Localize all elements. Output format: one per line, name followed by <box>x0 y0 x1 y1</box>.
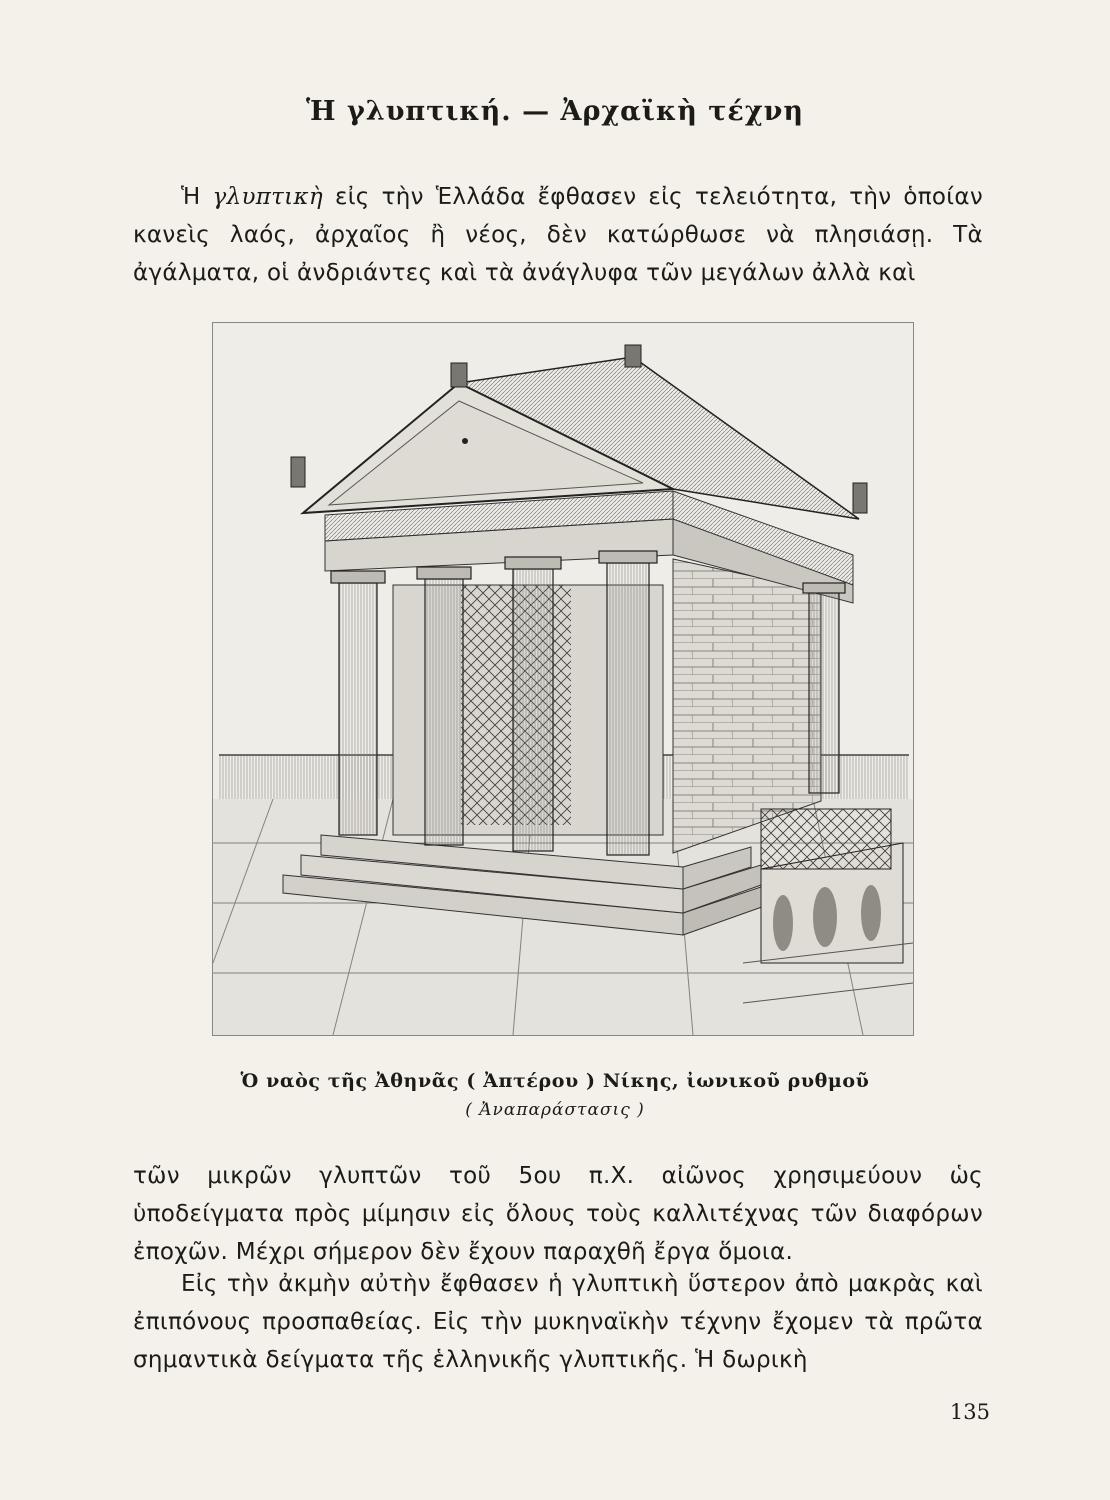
temple-drawing <box>213 323 913 1035</box>
temple-illustration <box>212 322 914 1036</box>
paragraph-intro <box>133 178 983 292</box>
paragraph-continuation: τῶν μικρῶν γλυπτῶν τοῦ 5ου π.Χ. αἰῶνος χρησιμεύουν ὡς ὑποδείγματα πρὸς μίμησιν εἰς ὅλους τοὺς καλλιτέχνας τῶν διαφόρων ἐποχῶν. Μέχρι σήμερον δὲν ἔχουν παραχθῆ ἔργα ὅμοια. <box>133 1163 983 1265</box>
paragraph-intro-emphasis: γλυπτικὴ <box>212 184 323 210</box>
paragraph-archaic-art: Εἰς τὴν ἀκμὴν αὐτὴν ἔφθασεν ἡ γλυπτικὴ ὕστερον ἀπὸ μακρὰς καὶ ἐπιπόνους προσπαθείας. Εἰς τὴν μυκηναϊκὴν τέχνην ἔχομεν τὰ πρῶτα σημαντικὰ δείγματα τῆς ἑλληνικῆς γλυπτικῆς. Ἡ δωρικὴ <box>133 1271 983 1373</box>
paragraph-intro-opening: Ἡ <box>181 184 213 210</box>
figure-subcaption: ( Ἀναπαράστασις ) <box>465 1100 645 1120</box>
paragraph-intro-rest: εἰς τὴν Ἑλλάδα ἔφθασεν εἰς τελειότητα, τὴν ὁποίαν κανεὶς λαός, ἀρχαῖος ἢ νέος, δὲν κατώρθωσε νὰ πλησιάσῃ. Τὰ ἀγάλματα, οἱ ἀνδριάντες καὶ τὰ ἀνάγλυφα τῶν μεγάλων ἀλλὰ καὶ <box>133 184 983 286</box>
page-number: 135 <box>949 1400 990 1424</box>
figure-caption: Ὁ ναὸς τῆς Ἀθηνᾶς ( Ἀπτέρου ) Νίκης, ἰωνικοῦ ρυθμοῦ <box>240 1070 870 1092</box>
page-title: Ἡ γλυπτική. — Ἀρχαϊκὴ τέχνη <box>306 96 804 127</box>
